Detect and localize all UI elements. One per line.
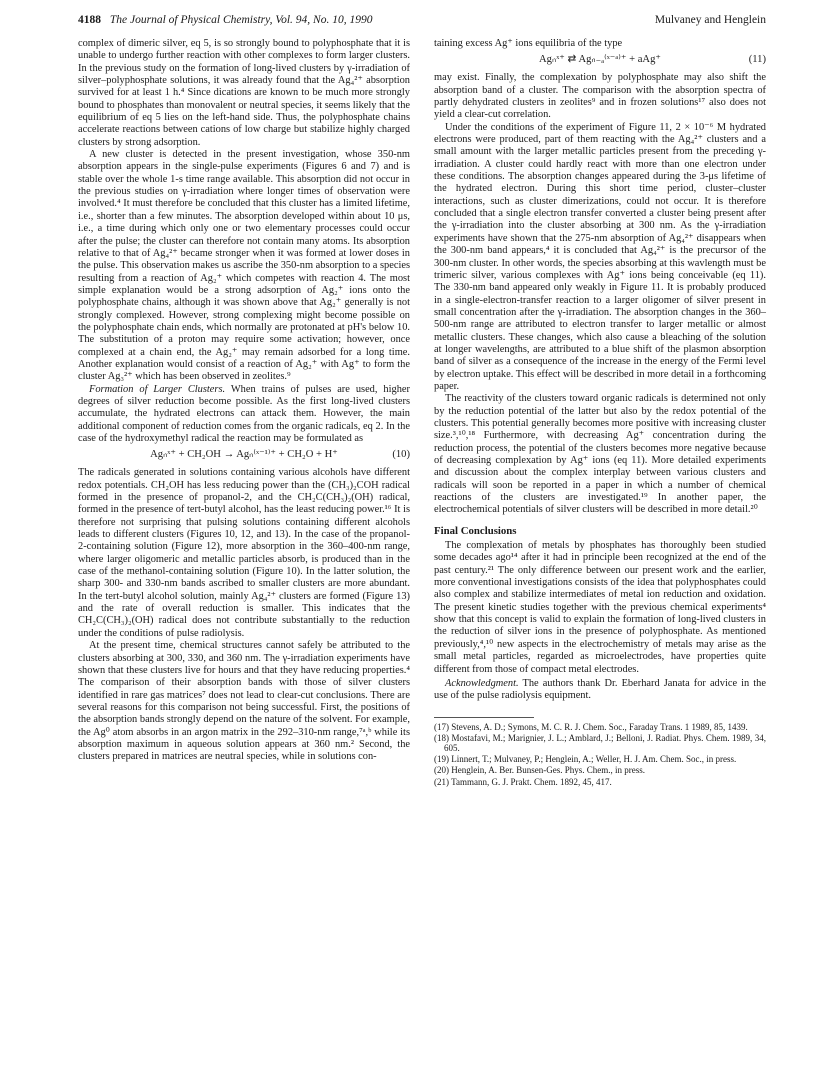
paragraph: complex of dimeric silver, eq 5, is so strongly bound to polyphosphate that it is unable to undergo further reaction with other complexes to form larger clusters. In the previous study on the formation of long-lived clusters by γ-irradiation of silver–polyphosphate solutions, it was already found that the Ag₄²⁺ absorption survived for at least 1 h.⁴ Since dications are known to be much more strongly bound to phosphates than monovalent or neutral species, it seems likely that the equilibrium of eq 5 lies on the left-hand side. Thus, the polyphosphate chains accelerate reactions between cations of low charge but stabilize highly charged clusters by strong adsorption. bbox=[78, 38, 410, 148]
acknowledgment-heading: Acknowledgment. bbox=[445, 677, 519, 689]
reference-item: (19) Linnert, T.; Mulvaney, P.; Henglein, A.; Weller, H. J. Am. Chem. Soc., in press. bbox=[434, 754, 737, 765]
references-list bbox=[434, 722, 766, 788]
section-title: Final Conclusions bbox=[434, 524, 517, 537]
paragraph: A new cluster is detected in the present investigation, whose 350-nm absorption appears in the single-pulse experiments (Figures 6 and 7) and is stable over the whole 1-s time range available. This absorption did not occur in the previous studies on γ-irradiation where longer times of observation were involved.⁴ It must therefore be concluded that this cluster has a limited lifetime, i.e., shorter than a few minutes. The absorption developed within about 10 μs, i.e., a time during which only one or two elementary processes could occur after the pulse; the cluster can therefore not contain many atoms. Its absorption relative to that of Ag₄²⁺ became stronger when it was formed at lower doses in the pulse. This observation makes us ascribe the 350-nm absorption to a species resulting from a reaction of Ag₂⁺ which competes with reaction 4. The most simple explanation would be a strong adsorption of Ag₂⁺ ions onto the polyphosphate chains, although it was shown above that Ag₂⁺ generally is not strongly complexed. However, strong complexing might become possible on the polyphosphate chain ends, which normally are protonated at pH's below 10. The substitution of a proton may require some activation; however, once complexed at a chain end, the Ag₂⁺ may remain adsorbed for a long time. Another explanation would consist of a reaction of Ag₂⁺ with Ag⁺ to form the cluster Ag₃²⁺ which has been observed in zeolites.⁹ bbox=[78, 149, 410, 383]
left-column bbox=[78, 38, 410, 764]
reference-item: (18) Mostafavi, M.; Marignier, J. L.; Amblard, J.; Belloni, J. Radiat. Phys. Chem. 1989, 34, 605. bbox=[434, 732, 766, 754]
equation-10 bbox=[78, 449, 410, 463]
running-header bbox=[78, 14, 766, 30]
equation-body: Agₙˣ⁺ ⇄ Agₙ₋ₐ⁽ˣ⁻ᵃ⁾⁺ + aAg⁺ bbox=[539, 54, 661, 66]
references-rule bbox=[434, 717, 534, 718]
page-number: 4188 bbox=[78, 14, 101, 26]
paragraph: Under the conditions of the experiment of Figure 11, 2 × 10⁻⁶ M hydrated electrons were produced, part of them reacting with the Ag₄²⁺ clusters and a small amount with the larger metallic particles present from the preceding γ-irradiation. A cluster could hardly react with more than one electron under these conditions. The absorption changes appeared during the 3-μs lifetime of the hydrated electron. During this short time period, cluster–cluster interactions, such as cluster dimerizations, could not occur. It is therefore concluded that a single electron transfer converted a cluster being present after the γ-irradiation into the cluster absorbing at 300 nm. As the γ-irradiation experiments have shown that the 275-nm absorption of Ag₄²⁺ disappears when the 300-nm band appears,⁴ it is concluded that Ag₄²⁺ is the precursor of the 300-nm cluster. In other words, the species absorbing at this wavlength must be trimeric silver, various complexes with Ag⁺ ions being conceivable (eq 11). The 330-nm band appeared only weakly in Figure 11. It is probably produced in a single-electron-transfer reaction to a larger oligomer of silver present in small concentration after the γ-irradiation. The absorption changes in the 360–500-nm range are attributed to electron transfer to larger metallic or almost metallic clusters. These changes, which also cause a bleaching of the solution at longer wavelengths, are attributed to a blue shift of the plasmon absorption band of silver as a consequence of the increase in the energy of the Fermi level by electron uptake. This effect will be described in more detail in a forthcoming paper. bbox=[434, 121, 767, 392]
run-in-heading: Formation of Larger Clusters. bbox=[89, 383, 226, 395]
paragraph: At the present time, chemical structures cannot safely be attributed to the clusters absorbing at 300, 330, and 360 nm. The γ-irradiation experiments have shown that these clusters live for hours and that they have reducing properties.⁴ The comparison of their absorption bands with those of silver clusters identified in rare gas matrices⁷ does not lead to clear-cut conclusions. There are several reasons for this comparison not being successful. First, the positions of the absorption bands strongly depend on the nature of the solvent. For example, the Ag⁰ atom absorbs in an argon matrix in the 292–310-nm range,⁷ᵃ,ᵇ while its absorption maximum in aqueous solution appears at 360 nm.² Second, the clusters prepared in matrices are neutral species, while in solutions con- bbox=[78, 640, 410, 763]
paragraph-text: When trains of pulses are used, higher degrees of silver reduction become possible. As the first long-lived clusters accumulate, the hydrated electrons can attack them. However, the main additional component of reduction comes from the organic radicals, eq 2. In the case of the hydroxymethyl radical the reaction may be formulated as bbox=[78, 383, 410, 444]
reference-item: (17) Stevens, A. D.; Symons, M. C. R. J. Chem. Soc., Faraday Trans. 1 1989, 85, 1439. bbox=[434, 721, 748, 732]
acknowledgment bbox=[434, 678, 766, 703]
paragraph: The complexation of metals by phosphates has thoroughly been studied some decades ago¹⁴ after it had in principle been recognized at the end of the past century.²¹ The only difference between our present work and the earlier, more conventional investigations consists of the idea that polyphosphates could also complex and stabilize intermediates of metal ion reduction and oxidation. The present kinetic studies together with the previous chemical experiments⁴ show that this concept is valid to explain the formation of long-lived clusters in the reduction of silver ions in the presence of polyphosphate. As mentioned previously,⁴,¹⁰ new aspects in the electrochemistry of metals may arise as the small metal particles, regarded as microelectrodes, have properties quite different from those of compact metal electrodes. bbox=[434, 540, 766, 675]
journal-citation: The Journal of Physical Chemistry, Vol. 94, No. 10, 1990 bbox=[109, 14, 373, 26]
acknowledgment-text: The authors thank Dr. Eberhard Janata for advice in the use of the pulse radiolysis equipment. bbox=[434, 677, 766, 702]
paragraph: The radicals generated in solutions containing various alcohols have different redox potentials. CH₂OH has less reducing power than the (CH₃)₂COH radical formed in the presence of propanol-2, and the CH₂C(CH₃)₂(OH) radical, formed in the presence of tert-butyl alcohol, has the least reducing power.¹⁶ It is therefore not surprising that pulsing solutions containing different alcohols leads to different clusters (Figures 10, 12, and 13). In the case of the propanol-2-containing solution (Figure 12), more absorption in the 360–400-nm range, where larger oligomeric and metallic particles absorb, is produced than in the case of the methanol-containing solution (Figure 10). In the latter solution, the sharp 300- and 330-nm bands ascribed to smaller clusters are more abundant. In the tert-butyl alcohol solution, mainly Ag₄²⁺ clusters are formed (Figure 13) and the rate of overall reduction is smaller. This indicates that the CH₂C(CH₃)₂(OH) radical does not contribute substantially to the reduction under the conditions of pulse radiolysis. bbox=[78, 467, 410, 639]
paragraph: The reactivity of the clusters toward organic radicals is determined not only by the reduction potential of the latter but also by the redox potential of the clusters. This potential generally becomes more positive with increasing cluster size.³,¹⁰,¹⁸ Furthermore, with decreasing Ag⁺ concentration during the reduction process, the potential of the clusters becomes more negative because of decreasing complexation by Ag⁺ ions (eq 11). More detailed experiments and discussion about the complex interplay between various clusters and radicals will soon be reported in a paper in which a number of chemical reactions of the clusters are investigated.¹⁹ In another paper, the electrochemical potentials of silver clusters will be described in more detail.²⁰ bbox=[434, 393, 766, 516]
equation-number: (10) bbox=[392, 449, 410, 461]
equation-11 bbox=[434, 54, 766, 68]
reference-item: (20) Henglein, A. Ber. Bunsen-Ges. Phys. Chem., in press. bbox=[434, 765, 645, 776]
paragraph: taining excess Ag⁺ ions equilibria of the type bbox=[434, 38, 623, 49]
right-column bbox=[434, 38, 766, 788]
header-authors: Mulvaney and Henglein bbox=[654, 14, 766, 26]
paragraph: may exist. Finally, the complexation by polyphosphate may also shift the absorption band of a cluster. The comparison with the absorption spectra of partly dehydrated clusters in zeolites⁹ and in frozen solutions¹⁷ also does not yield a clear-cut correlation. bbox=[434, 72, 766, 121]
header-left bbox=[78, 14, 372, 26]
equation-number: (11) bbox=[748, 54, 766, 66]
equation-body: Agₙˣ⁺ + CH₂OH → Agₙ⁽ˣ⁻¹⁾⁺ + CH₂O + H⁺ bbox=[150, 449, 338, 461]
paragraph bbox=[78, 384, 410, 446]
reference-item: (21) Tammann, G. J. Prakt. Chem. 1892, 45, 417. bbox=[434, 776, 612, 787]
